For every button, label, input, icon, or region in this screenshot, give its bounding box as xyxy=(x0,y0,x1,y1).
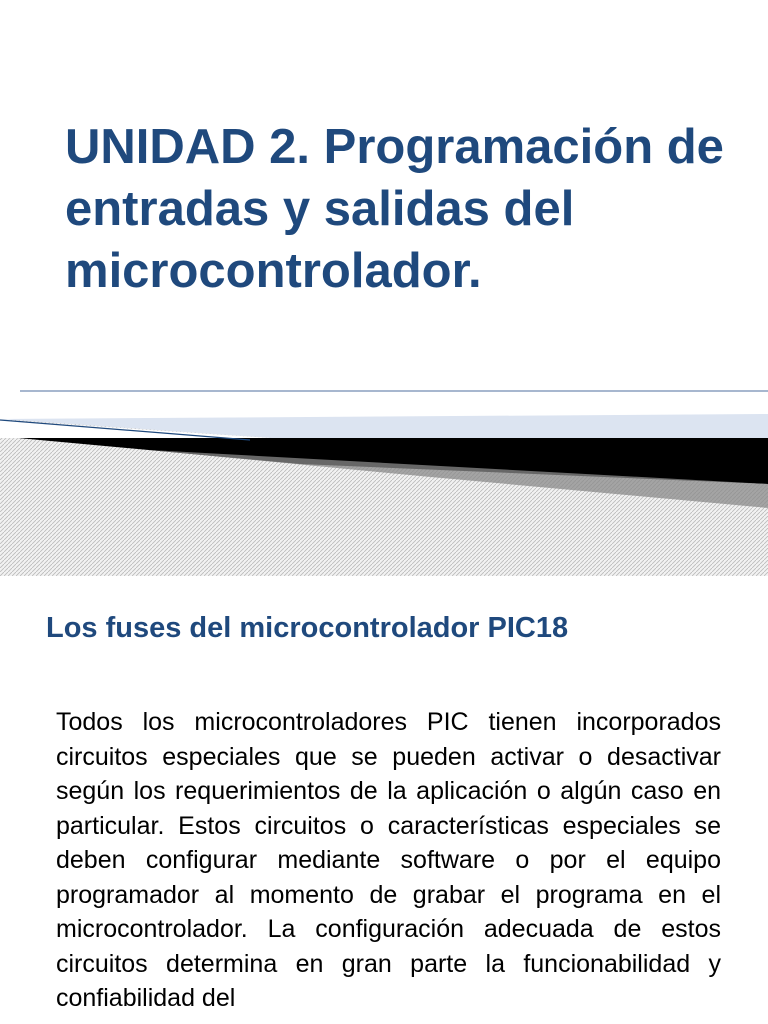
content-slide xyxy=(0,576,768,1024)
slide-title: UNIDAD 2. Programación de entradas y salidas del microcontrolador. xyxy=(65,120,724,298)
section-heading: Los fuses del microcontrolador PIC18 xyxy=(46,612,569,644)
decorative-banner xyxy=(0,380,768,576)
body-paragraph: Todos los microcontroladores PIC tienen incorporados circuitos especiales que se pueden activar o desactivar según los requerimientos de la aplicación o algún caso en particular. Estos circuitos o características especiales se deben configurar mediante software o por el equipo programador al momento de grabar el programa en el microcontrolador. La configuración adecuada de estos circuitos determina en gran parte la funcionabilidad y confiabilidad del xyxy=(56,708,721,1012)
